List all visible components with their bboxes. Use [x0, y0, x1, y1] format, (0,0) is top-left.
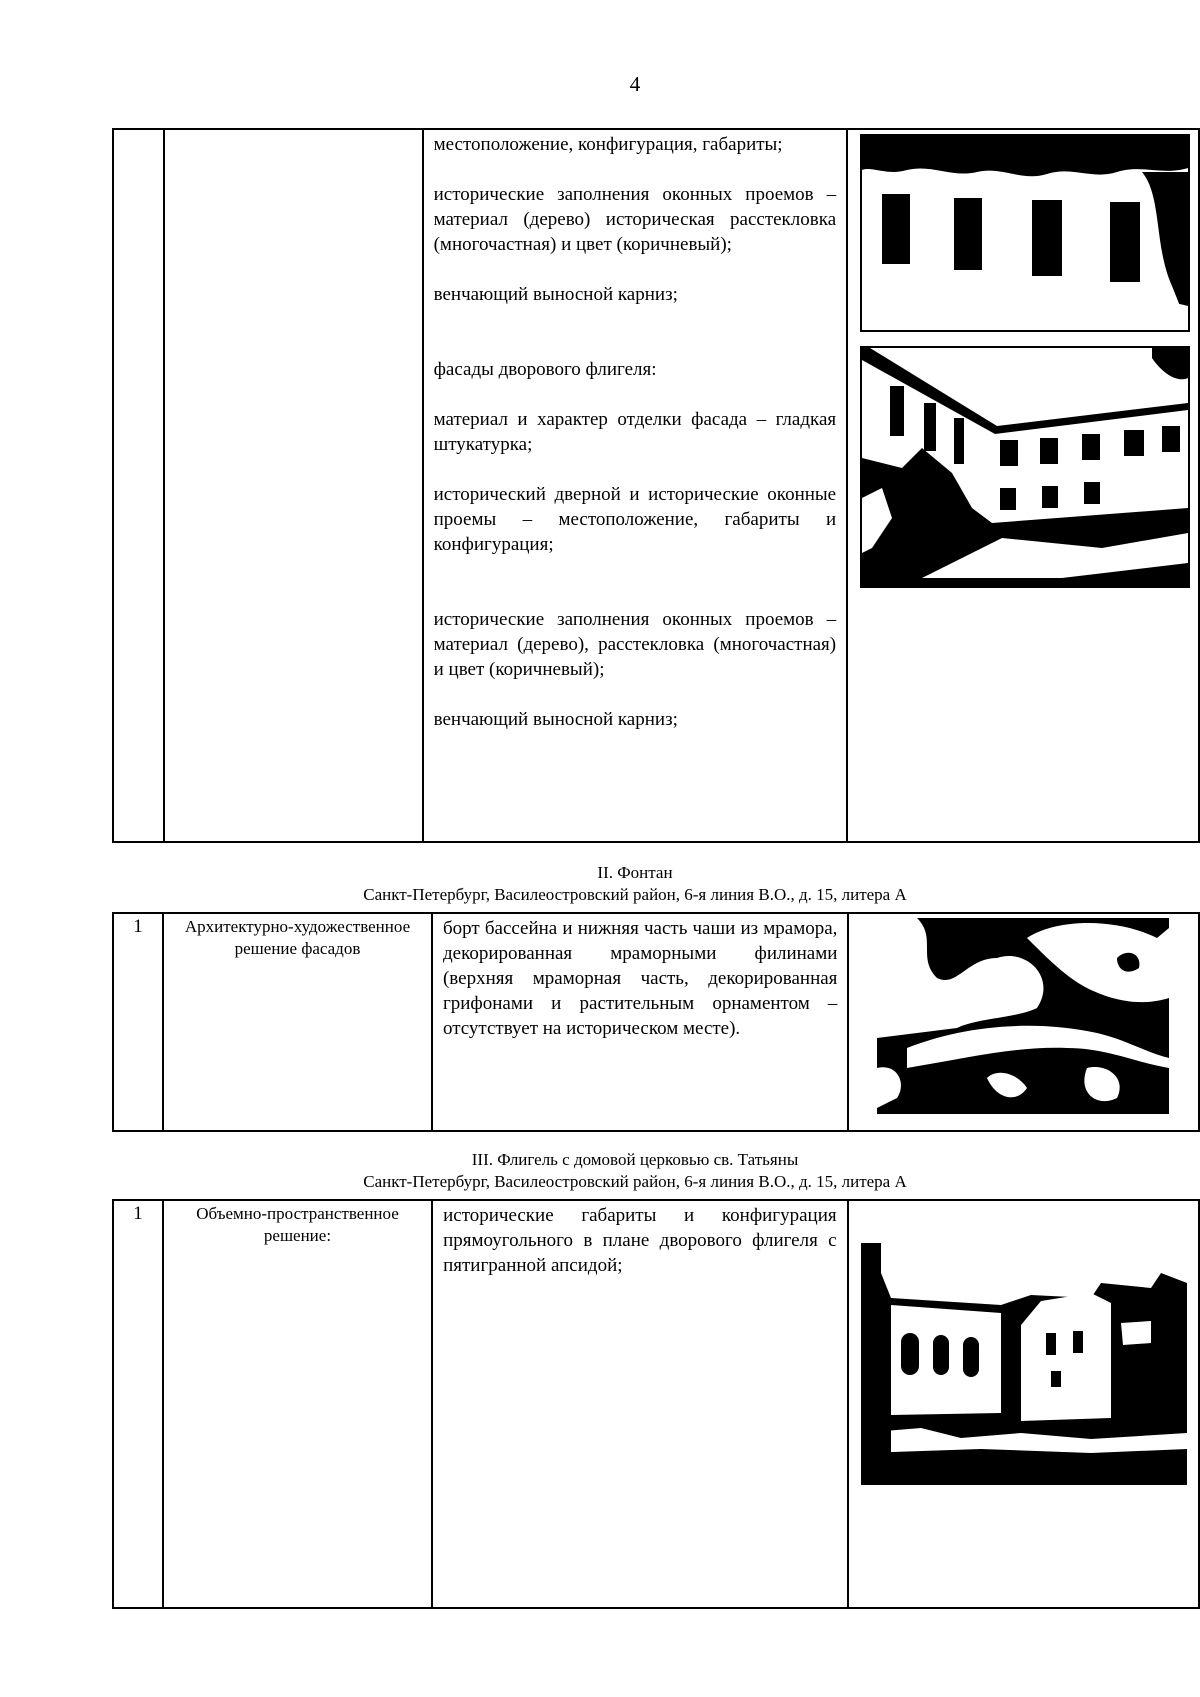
table-row	[113, 913, 1199, 1131]
photo-cell	[848, 1200, 1199, 1608]
desc-item: исторические заполнения оконных проемов – материал (дерево) историческая расстекловка (многочастная) и цвет (коричневый);	[433, 184, 837, 255]
facade-windows-photo	[860, 134, 1190, 332]
section-2-address: Санкт-Петербург, Василеостровский район, 6-я линия В.О., д. 15, литера А	[363, 885, 907, 904]
element-name: Архитектурно-художественное решение фасадов	[163, 913, 432, 1131]
desc-item: исторические заполнения оконных проемов – материал (дерево), расстекловка (многочастная) и цвет (коричневый);	[433, 609, 837, 680]
row-number: 1	[113, 913, 163, 1131]
section-3-title: III. Флигель с домовой церковью св. Татьяны	[471, 1150, 799, 1169]
description-cell	[432, 913, 848, 1131]
courtyard-wing-photo	[860, 346, 1190, 588]
desc-item: венчающий выносной карниз;	[433, 284, 678, 305]
table-row	[113, 129, 1199, 842]
section-3-address: Санкт-Петербург, Василеостровский район, 6-я линия В.О., д. 15, литера А	[363, 1172, 907, 1191]
description-cell	[432, 1200, 848, 1608]
section-2-title: II. Фонтан	[597, 863, 673, 882]
church-wing-photo	[861, 1243, 1187, 1485]
desc-item: борт бассейна и нижняя часть чаши из мрамора, декорированная мраморными филинами (верхняя мраморная часть, декорированная грифонами и растительным орнаментом – отсутствует на историческом месте).	[442, 918, 838, 1039]
desc-item: исторический дверной и исторические оконные проемы – местоположение, габариты и конфигурация;	[433, 484, 837, 555]
desc-item: фасады дворового флигеля:	[433, 359, 657, 380]
table-row	[113, 1200, 1199, 1608]
desc-item: местоположение, конфигурация, габариты;	[433, 134, 783, 155]
desc-item: исторические габариты и конфигурация прямоугольного в плане дворового флигеля с пятигранной апсидой;	[443, 1205, 837, 1276]
table-facade-elements	[112, 128, 1200, 843]
table-fountain	[112, 912, 1200, 1132]
desc-item: материал и характер отделки фасада – гладкая штукатурка;	[433, 409, 837, 455]
element-name: Объемно-пространственное решение:	[163, 1200, 432, 1608]
row-number: 1	[113, 1200, 163, 1608]
description-cell	[423, 129, 848, 842]
photo-cell	[847, 129, 1199, 842]
fountain-photo	[877, 918, 1169, 1114]
page-number: 4	[629, 72, 641, 96]
element-name-cell	[164, 129, 423, 842]
photo-cell	[848, 913, 1199, 1131]
row-number-cell	[113, 129, 164, 842]
desc-item: венчающий выносной карниз;	[433, 709, 678, 730]
table-wing-church	[112, 1199, 1200, 1609]
